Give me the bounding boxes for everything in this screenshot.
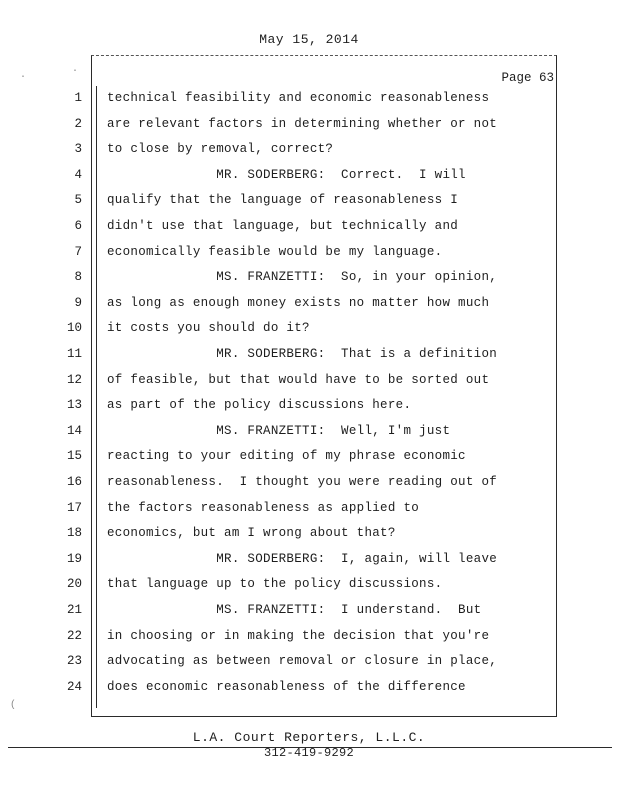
line-number: 22 bbox=[66, 628, 82, 643]
transcript-line bbox=[0, 475, 618, 500]
court-reporter-name: L.A. Court Reporters, L.L.C. bbox=[192, 730, 426, 745]
line-number: 23 bbox=[66, 654, 82, 669]
page-number: Page 63 bbox=[501, 71, 554, 85]
transcript-line bbox=[0, 321, 618, 346]
line-text: that language up to the policy discussions. bbox=[107, 577, 443, 592]
transcript-line bbox=[0, 552, 618, 577]
transcript-line bbox=[0, 245, 618, 270]
transcript-line bbox=[0, 501, 618, 526]
line-number: 7 bbox=[74, 244, 82, 259]
line-text: MS. FRANZETTI: Well, I'm just bbox=[107, 423, 451, 438]
line-text: technical feasibility and economic reasonableness bbox=[107, 91, 490, 105]
line-number: 5 bbox=[74, 193, 82, 208]
transcript-line bbox=[0, 577, 618, 602]
transcript-line bbox=[0, 270, 618, 295]
transcript-line bbox=[0, 680, 618, 705]
line-number: 15 bbox=[66, 449, 82, 464]
line-text: reacting to your editing of my phrase economic bbox=[107, 449, 466, 464]
transcript-line bbox=[0, 117, 618, 142]
line-text: advocating as between removal or closure in place, bbox=[107, 654, 498, 669]
line-number: 19 bbox=[66, 551, 82, 566]
line-text: does economic reasonableness of the difference bbox=[107, 679, 466, 694]
line-text: it costs you should do it? bbox=[107, 321, 310, 336]
transcript-date: May 15, 2014 bbox=[259, 32, 359, 47]
line-number: 20 bbox=[66, 577, 82, 592]
line-number: 8 bbox=[74, 270, 82, 285]
line-text: as long as enough money exists no matter how much bbox=[107, 295, 490, 310]
transcript-line bbox=[0, 373, 618, 398]
line-text: as part of the policy discussions here. bbox=[107, 398, 412, 413]
transcript-line bbox=[0, 193, 618, 218]
line-number: 1 bbox=[74, 91, 82, 105]
line-text: in choosing or in making the decision that you're bbox=[107, 628, 490, 643]
line-number: 9 bbox=[74, 295, 82, 310]
line-number: 4 bbox=[74, 167, 82, 182]
line-text: didn't use that language, but technically and bbox=[107, 219, 459, 233]
line-number: 11 bbox=[66, 347, 82, 361]
line-text: economics, but am I wrong about that? bbox=[107, 526, 396, 541]
court-reporter-phone: 312-419-9292 bbox=[263, 746, 354, 760]
line-number: 16 bbox=[66, 475, 82, 489]
line-text: economically feasible would be my language. bbox=[107, 244, 443, 259]
transcript-line bbox=[0, 629, 618, 654]
transcript-line bbox=[0, 603, 618, 628]
transcript-line bbox=[0, 424, 618, 449]
line-text: to close by removal, correct? bbox=[107, 142, 334, 157]
line-text: reasonableness. I thought you were reading out of bbox=[107, 475, 498, 489]
transcript-line bbox=[0, 526, 618, 551]
line-text: MS. FRANZETTI: So, in your opinion, bbox=[107, 270, 498, 285]
line-text: MS. FRANZETTI: I understand. But bbox=[107, 603, 482, 617]
scan-mark: · bbox=[20, 72, 27, 83]
transcript-line bbox=[0, 219, 618, 244]
line-text: MR. SODERBERG: That is a definition bbox=[107, 347, 498, 361]
transcript-line bbox=[0, 296, 618, 321]
line-number: 12 bbox=[66, 372, 82, 387]
transcript-line bbox=[0, 347, 618, 372]
line-number: 18 bbox=[66, 526, 82, 541]
line-number: 6 bbox=[74, 219, 82, 233]
line-text: qualify that the language of reasonableness I bbox=[107, 193, 459, 208]
transcript-line bbox=[0, 398, 618, 423]
scan-mark: ( bbox=[10, 700, 17, 711]
line-number: 24 bbox=[66, 679, 82, 694]
line-number: 3 bbox=[74, 142, 82, 157]
line-number: 17 bbox=[66, 500, 82, 515]
transcript-line bbox=[0, 168, 618, 193]
line-text: the factors reasonableness as applied to bbox=[107, 500, 420, 515]
line-number: 2 bbox=[74, 116, 82, 131]
transcript-line bbox=[0, 654, 618, 679]
line-number: 10 bbox=[66, 321, 82, 336]
line-number: 21 bbox=[66, 603, 82, 617]
line-number: 14 bbox=[66, 423, 82, 438]
transcript-line bbox=[0, 449, 618, 474]
line-text: are relevant factors in determining whether or not bbox=[107, 116, 498, 131]
line-text: MR. SODERBERG: Correct. I will bbox=[107, 167, 466, 182]
line-text: MR. SODERBERG: I, again, will leave bbox=[107, 551, 498, 566]
scan-mark: · bbox=[72, 66, 79, 77]
line-text: of feasible, but that would have to be sorted out bbox=[107, 372, 490, 387]
transcript-line bbox=[0, 142, 618, 167]
line-number: 13 bbox=[66, 398, 82, 413]
transcript-line bbox=[0, 91, 618, 116]
